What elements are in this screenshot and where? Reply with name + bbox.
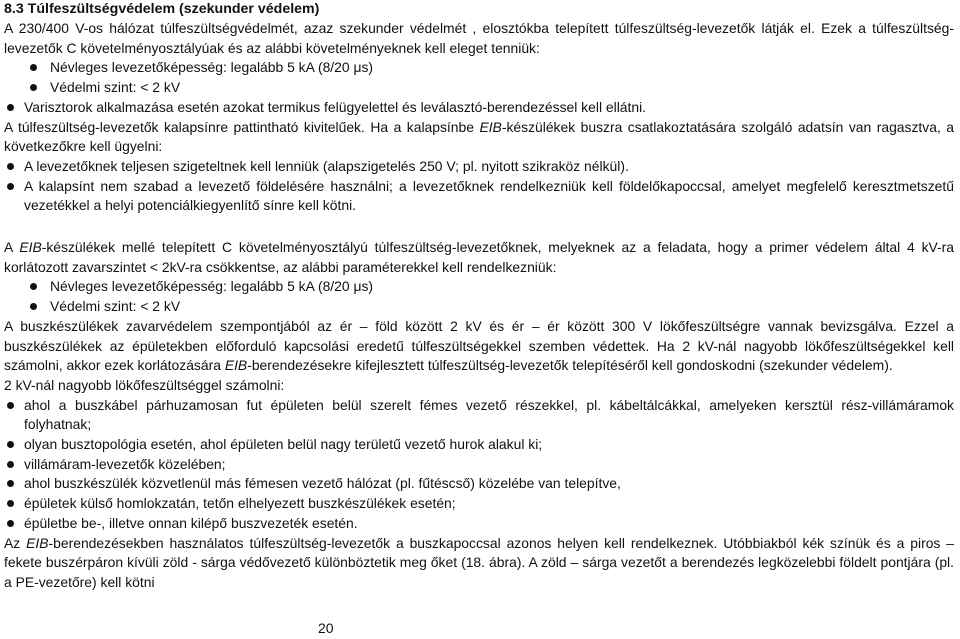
bullet-icon	[7, 480, 14, 487]
list-item	[4, 157, 954, 177]
list-item	[4, 177, 954, 216]
list-item	[4, 474, 954, 494]
list-item-text: épületek külső homlokzatán, tetőn elhelyezett buszkészülékek esetén;	[24, 495, 456, 512]
list-item	[4, 494, 954, 514]
list-item-text: Névleges levezetőképesség: legalább 5 kA (8/20 μs)	[50, 278, 374, 295]
bullet-icon	[7, 163, 14, 170]
bullet-icon	[30, 283, 37, 290]
bullet-icon	[7, 500, 14, 507]
list-item	[4, 455, 954, 475]
bullet-icon	[7, 520, 14, 527]
bullet-icon	[30, 303, 37, 310]
section-heading: 8.3 Túlfeszültségvédelem (szekunder védelem)	[4, 1, 320, 17]
list-item-text: olyan busztopológia esetén, ahol épületen belül nagy területű vezető hurok alakul ki;	[24, 436, 543, 453]
list-item	[4, 277, 954, 297]
list-item-text: Varisztorok alkalmazása esetén azokat termikus felügyelettel és leválasztó-berendezéssel kell ellátni.	[24, 98, 647, 115]
list-item-text: ahol a buszkábel párhuzamosan fut épületen belül szerelt fémes vezető részekkel, pl. kábeltálcákkal, amelyeken kersztül rész-villámáramok folyhatnak;	[24, 396, 954, 433]
closing-paragraph: Az EIB-berendezésekben használatos túlfeszültség-levezetők a buszkapoccsal azonos helyen kell rendelkeznek. Utóbbiakból kék színük és a piros – fekete buszérpáron kívüli zöld - sárga védővezető különböztetik meg őket (18. ábra). A zöld – sárga vezetőt a berendezés legközelebbi földelt pontjára (pl. a PE-vezetőre) kell kötni	[4, 534, 954, 590]
bullet-icon	[7, 402, 14, 409]
list-item-text: villámáram-levezetők közelében;	[24, 455, 226, 472]
bullet-icon	[7, 104, 14, 111]
list-item	[4, 514, 954, 534]
list-item-text: Védelmi szint: < 2 kV	[50, 79, 181, 96]
list-item-text: Névleges levezetőképesség: legalább 5 kA (8/20 μs)	[50, 59, 374, 76]
list-item	[4, 435, 954, 455]
bullet-icon	[7, 183, 14, 190]
list-item-text: A levezetőknek teljesen szigeteltnek kell lenniük (alapszigetelés 250 V; pl. nyitott szikraköz nélkül).	[24, 157, 629, 174]
document-page	[4, 0, 954, 593]
list-item-text: épületbe be-, illetve onnan kilépő buszvezeték esetén.	[24, 514, 358, 531]
eib-term: EIB	[479, 118, 502, 135]
eib-term: EIB	[26, 534, 49, 551]
list-item	[4, 58, 954, 78]
list-item-text: Védelmi szint: < 2 kV	[50, 298, 181, 315]
list-item-text: A kalapsínt nem szabad a levezető földelésére használni; a levezetőknek rendelkezniük kell földelőkapoccsal, amelyet megfelelő keresztmetszetű vezetékkel a helyi potenciálkiegyenlítő sínre kell kötni.	[24, 177, 954, 214]
eib-term: EIB	[224, 357, 248, 374]
rail-paragraph: A túlfeszültség-levezetők kalapsínre pattintható kivitelűek. Ha a kalapsínbe EIB-készülékek buszra csatlakoztatására szolgáló adatsín van ragasztva, a következőkre kell ügyelni:	[4, 118, 955, 155]
list-item	[4, 396, 954, 435]
bullet-icon	[30, 64, 37, 71]
list-item	[4, 78, 954, 98]
eib-term: EIB	[19, 239, 42, 256]
page-number: 20	[318, 620, 334, 636]
list-item	[4, 98, 954, 118]
bullet-icon	[30, 84, 37, 91]
bullet-icon	[7, 461, 14, 468]
bullet-icon	[7, 441, 14, 448]
bus-device-paragraph: A buszkészülékek zavarvédelem szempontjából az ér – föld között 2 kV és ér – ér között 300 V lökőfeszültségre vannak bevizsgálva. Ezzel a buszkészülékek az épületekben előforduló kapcsolási eredetű túlfeszültségekkel szemben védettek. Ha 2 kV-nál nagyobb lökőfeszültségekkel kell számolni, akkor ezek korlátozására EIB-berendezésekre kifejlesztett túlfeszültség-levezetők telepítéséről kell gondoskodni (szekunder védelem).	[4, 317, 954, 374]
list-intro: 2 kV-nál nagyobb lökőfeszültséggel számolni:	[4, 376, 285, 393]
list-item	[4, 297, 954, 317]
intro-paragraph: A 230/400 V-os hálózat túlfeszültségvédelmét, azaz szekunder védelmét , elosztókba telepített túlfeszültség-levezetők látják el. Ezek a túlfeszültség-levezetők C követelményosztályúak és az alábbi követelményeknek kell eleget tenniük:	[4, 20, 954, 56]
eib-paragraph: A EIB-készülékek mellé telepített C követelményosztályú túlfeszültség-levezetőknek, melyeknek az a feladata, hogy a primer védelem által 4 kV-ra korlátozott zavarszintet < 2kV-ra csökkentse, az alábbi paraméterekkel kell rendelkezniük:	[4, 239, 955, 275]
list-item-text: ahol buszkészülék közvetlenül más fémesen vezető hálózat (pl. fűtéscső) közelébe van telepítve,	[24, 475, 621, 492]
